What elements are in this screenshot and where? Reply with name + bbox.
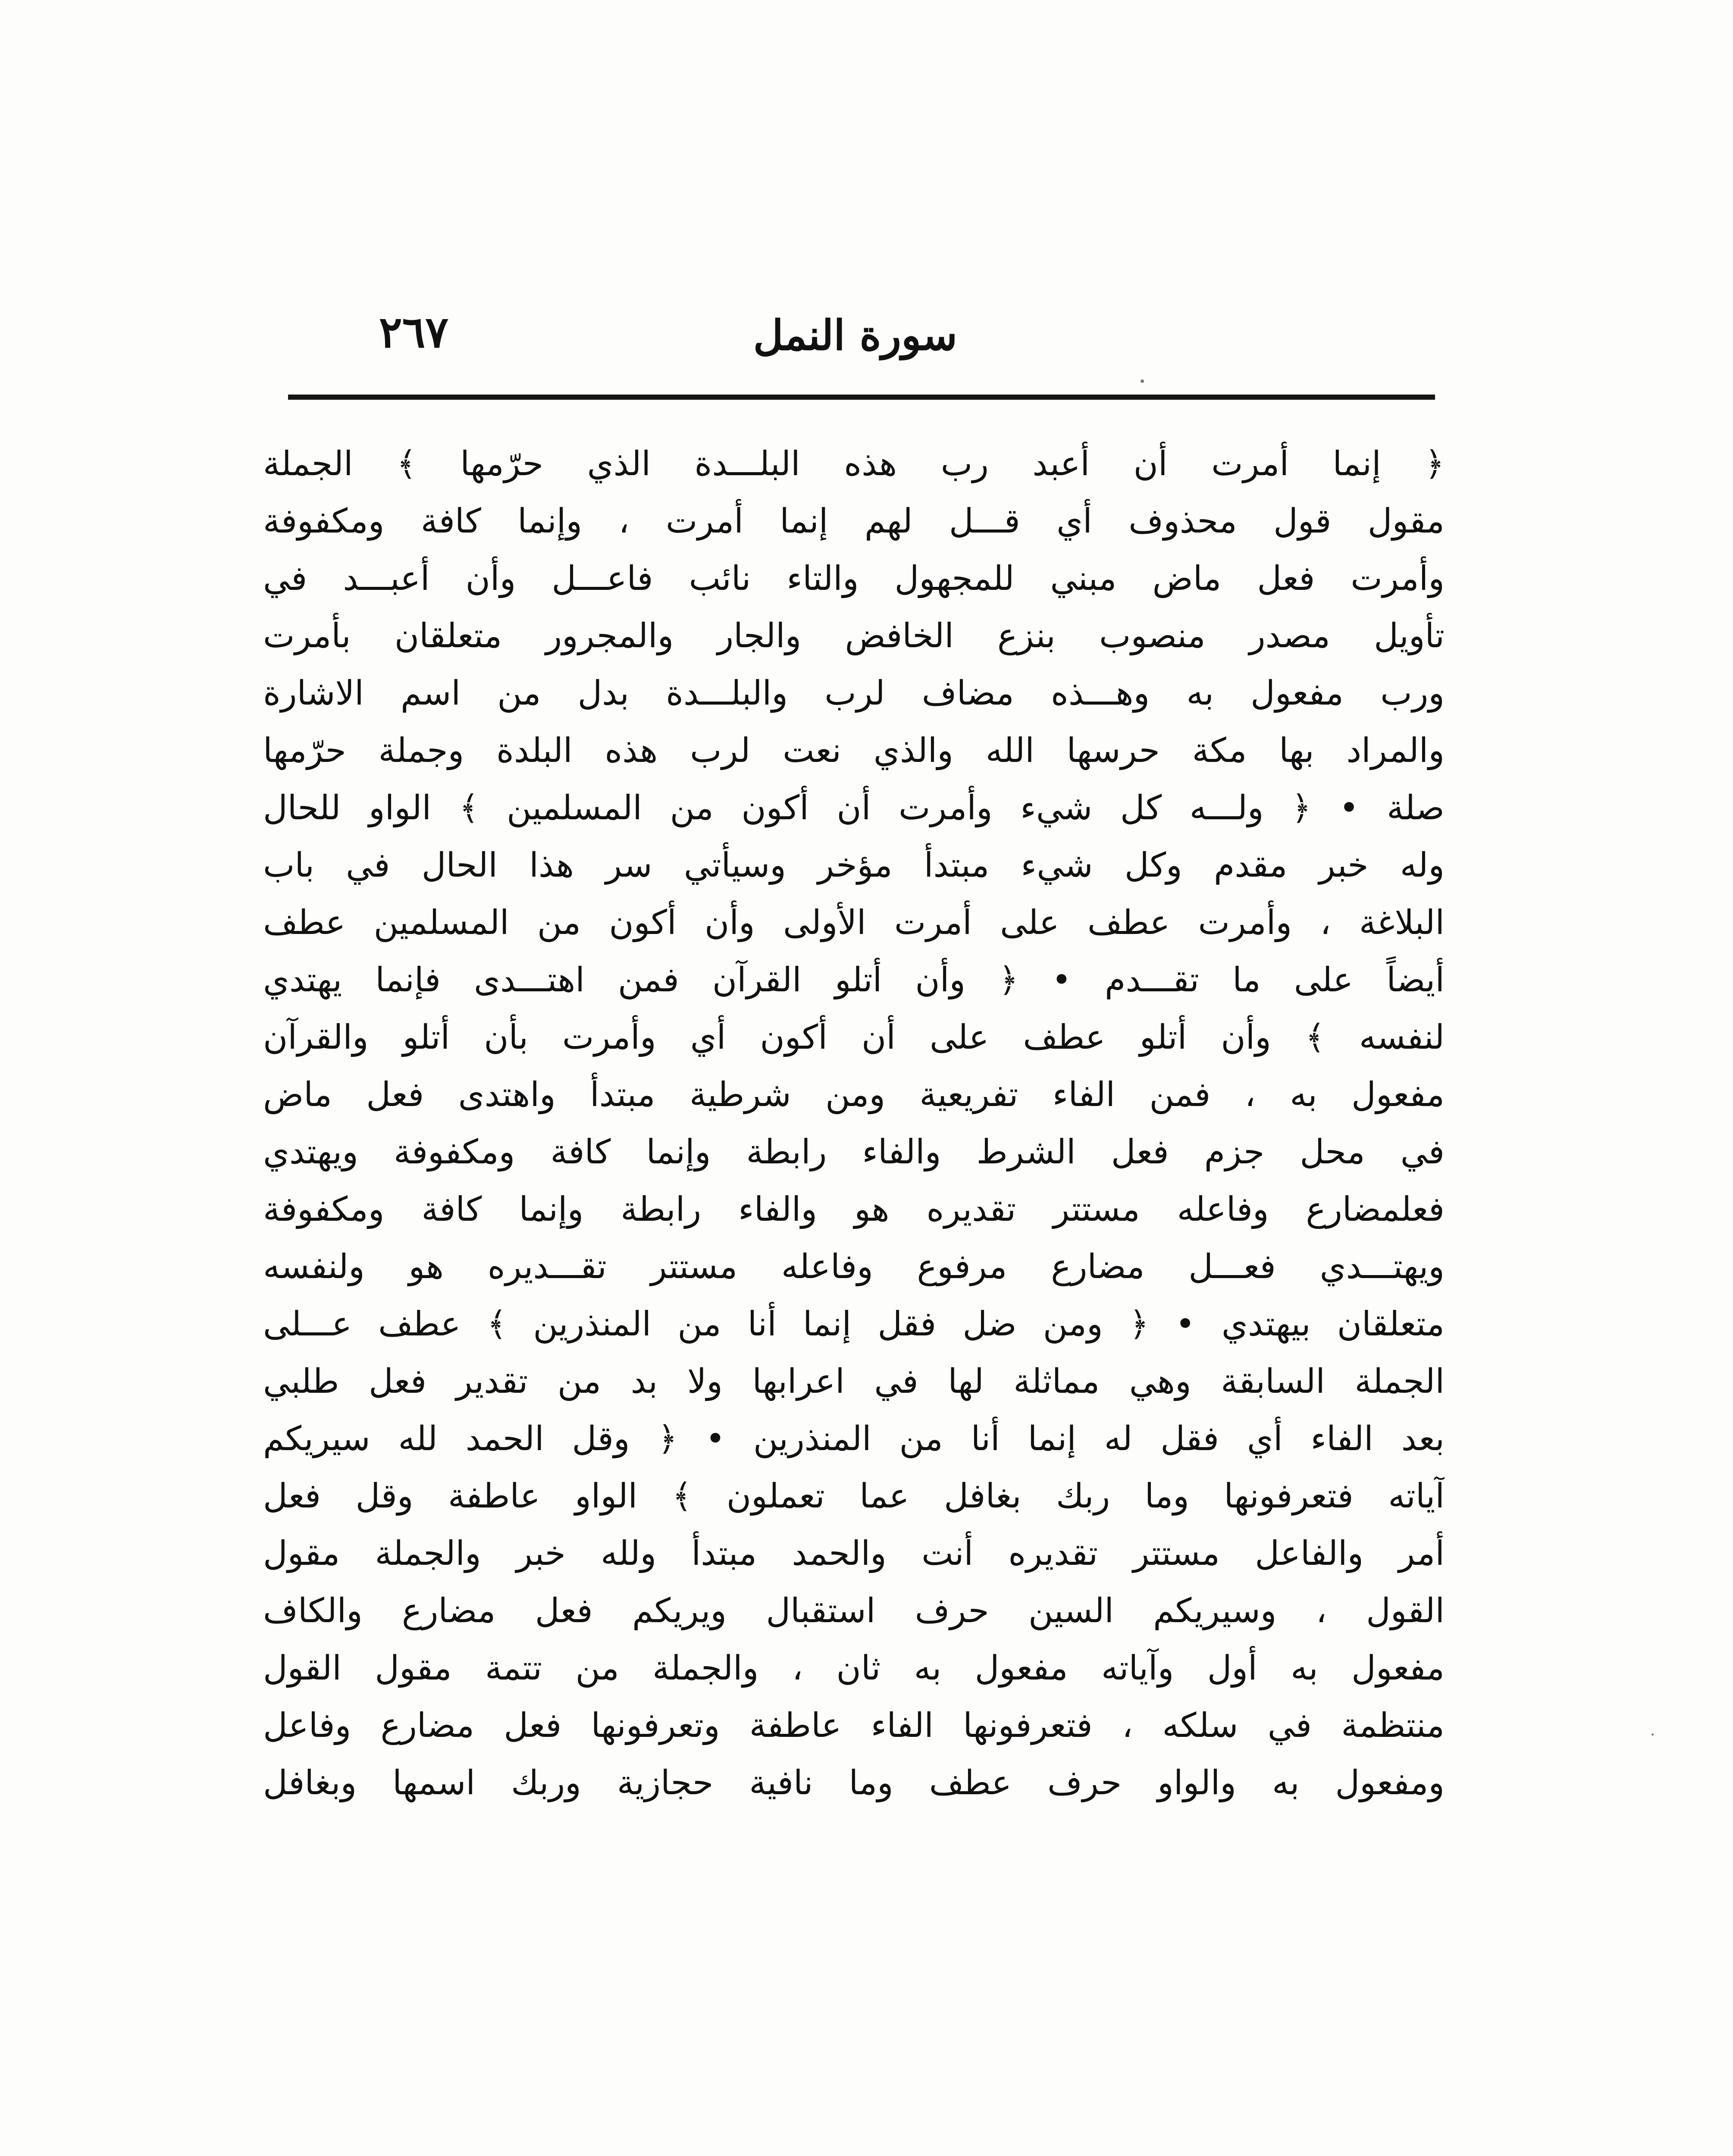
text-line: الجملة السابقة وهي مماثلة لها في اعرابها ولا بد من تقدير فعل طلبي [263,1362,1445,1401]
paper-speck [1652,1733,1654,1736]
text-line: في محل جزم فعل الشرط والفاء رابطة وإنما كافة ومكفوفة ويهتدي [263,1133,1445,1172]
text-line: آياته فتعرفونها وما ربك بغافل عما تعملون ﴾ الواو عاطفة وقل فعل [263,1477,1445,1516]
header-divider [288,395,1435,400]
text-line: ويهتـــدي فعـــل مضارع مرفوع وفاعله مستتر تقـــديره هو ولنفسه [263,1247,1445,1286]
text-line: بعد الفاء أي فقل له إنما أنا من المنذرين • ﴿ وقل الحمد لله سيريكم [263,1420,1445,1458]
text-line: متعلقان بيهتدي • ﴿ ومن ضل فقل إنما أنا من المنذرين ﴾ عطف عـــلى [263,1305,1445,1344]
text-line: وله خبر مقدم وكل شيء مبتدأ مؤخر وسيأتي سر هذا الحال في باب [263,846,1445,885]
page-header [285,302,1436,384]
text-line: مفعول به ، فمن الفاء تفريعية ومن شرطية مبتدأ واهتدى فعل ماض [263,1075,1445,1114]
text-line: صلة • ﴿ ولـــه كل شيء وأمرت أن أكون من المسلمين ﴾ الواو للحال [263,789,1445,827]
text-line: لنفسه ﴾ وأن أتلو عطف على أن أكون أي وأمرت بأن أتلو والقرآن [263,1018,1445,1057]
paper-speck [1141,379,1144,383]
text-line: مقول قول محذوف أي قـــل لهم إنما أمرت ، وإنما كافة ومكفوفة [263,502,1445,541]
page-number: ٢٦٧ [379,307,448,357]
text-line: وأمرت فعل ماض مبني للمجهول والتاء نائب فاعـــل وأن أعبـــد في [263,559,1445,598]
text-line: منتظمة في سلكه ، فتعرفونها الفاء عاطفة وتعرفونها فعل مضارع وفاعل [263,1706,1445,1745]
text-line: ومفعول به والواو حرف عطف وما نافية حجازية وربك اسمها وبغافل [263,1764,1445,1802]
text-line: ﴿ إنما أمرت أن أعبد رب هذه البلـــدة الذي حرّمها ﴾ الجملة [263,445,1445,483]
text-line: فعلمضارع وفاعله مستتر تقديره هو والفاء رابطة وإنما كافة ومكفوفة [263,1190,1445,1229]
text-line: أيضاً على ما تقـــدم • ﴿ وأن أتلو القرآن فمن اهتـــدى فإنما يهتدي [263,961,1445,1000]
text-line: مفعول به أول وآياته مفعول به ثان ، والجملة من تتمة مقول القول [263,1649,1445,1688]
text-line: والمراد بها مكة حرسها الله والذي نعت لرب هذه البلدة وجملة حرّمها [263,731,1445,770]
text-line: أمر والفاعل مستتر تقديره أنت والحمد مبتدأ ولله خبر والجملة مقول [263,1534,1445,1573]
page-body [263,436,1445,2156]
text-line: البلاغة ، وأمرت عطف على أمرت الأولى وأن أكون من المسلمين عطف [263,903,1445,942]
text-line: ورب مفعول به وهـــذه مضاف لرب والبلـــدة بدل من اسم الاشارة [263,674,1445,713]
text-line: القول ، وسيريكم السين حرف استقبال ويريكم فعل مضارع والكاف [263,1592,1445,1630]
surah-title: سورة النمل [753,311,957,360]
text-line: تأويل مصدر منصوب بنزع الخافض والجار والمجرور متعلقان بأمرت [263,617,1445,655]
